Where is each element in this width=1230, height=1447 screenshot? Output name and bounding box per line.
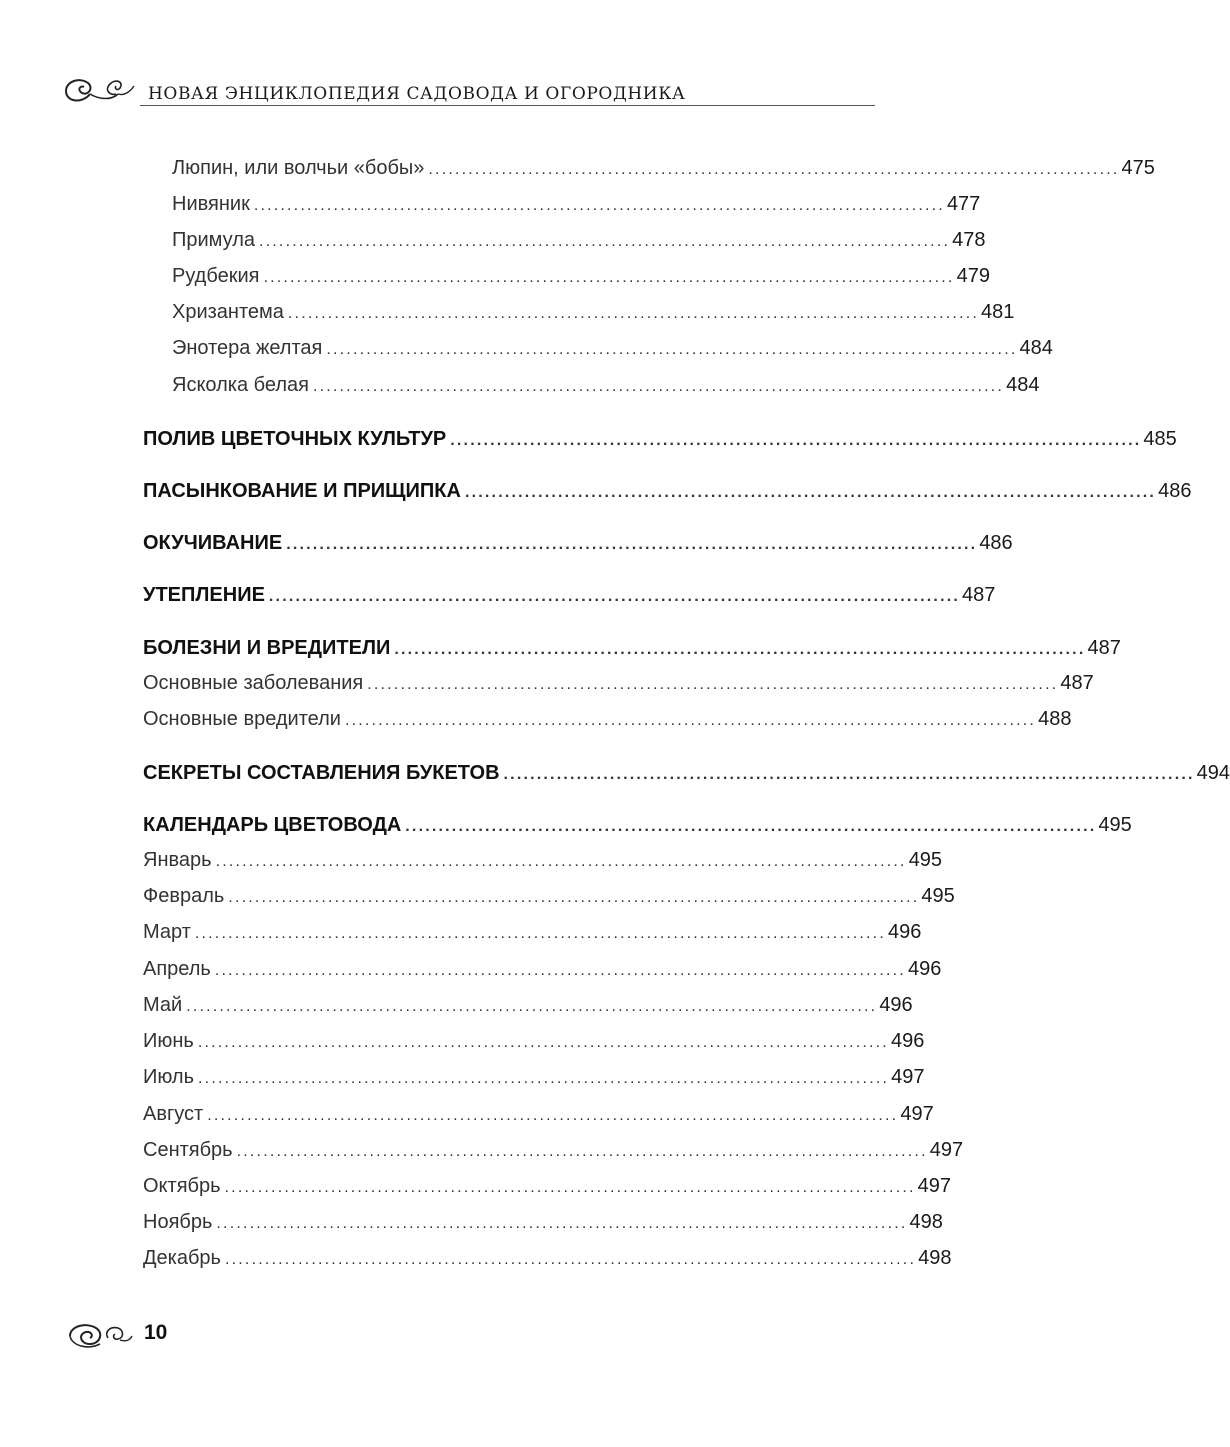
toc-entry-page: 488 <box>1038 708 1072 730</box>
toc-leader-dots: ........................................................................................................ <box>224 1251 917 1268</box>
toc-entry[interactable] <box>143 1175 952 1198</box>
toc-leader-dots: ........................................................................................................ <box>286 536 978 553</box>
toc-entry[interactable] <box>172 265 990 288</box>
toc-entry-page: 496 <box>890 1030 925 1052</box>
toc-section-page: 487 <box>962 584 996 606</box>
toc-entry[interactable] <box>143 1030 925 1053</box>
toc-entry[interactable] <box>143 994 913 1017</box>
toc-section[interactable] <box>143 762 1230 785</box>
toc-entry-label: Август <box>143 1103 204 1125</box>
toc-section-page: 486 <box>979 532 1013 554</box>
toc-entry-page: 484 <box>1019 337 1053 359</box>
toc-entry-page: 479 <box>956 265 990 287</box>
toc-leader-dots: ........................................................................................................ <box>194 925 886 942</box>
toc-section-page: 494 <box>1196 762 1230 784</box>
toc-entry-page: 497 <box>917 1175 952 1197</box>
toc-entry-label: Январь <box>143 849 212 871</box>
toc-entry-label: Энотера желтая <box>172 337 323 359</box>
toc-section-page: 487 <box>1087 637 1121 659</box>
toc-leader-dots: ........................................................................................................ <box>312 378 1005 395</box>
toc-leader-dots: ........................................................................................................ <box>367 676 1059 693</box>
toc-leader-dots: ........................................................................................................ <box>216 1215 908 1232</box>
toc-entry-label: Июль <box>143 1066 195 1088</box>
swirl-ornament-icon <box>64 1320 136 1350</box>
toc-entry-page: 477 <box>946 193 981 215</box>
toc-leader-dots: ........................................................................................................ <box>464 484 1157 501</box>
toc-entry-label: Ясколка белая <box>172 374 309 396</box>
toc-entry[interactable] <box>143 1247 952 1270</box>
toc-entry[interactable] <box>143 1211 943 1234</box>
header-title: НОВАЯ ЭНЦИКЛОПЕДИЯ САДОВОДА И ОГОРОДНИКА <box>148 84 686 104</box>
toc-section[interactable] <box>143 584 996 607</box>
toc-entry[interactable] <box>143 885 955 908</box>
toc-entry[interactable] <box>172 157 1155 180</box>
toc-entry[interactable] <box>172 337 1053 360</box>
toc-entry-label: Примула <box>172 229 255 251</box>
toc-entry-label: Основные вредители <box>143 708 341 730</box>
toc-section-label: ПОЛИВ ЦВЕТОЧНЫХ КУЛЬТУР <box>143 428 447 450</box>
toc-leader-dots: ........................................................................................................ <box>503 766 1195 783</box>
toc-leader-dots: ........................................................................................................ <box>450 432 1142 449</box>
toc-leader-dots: ........................................................................................................ <box>197 1034 889 1051</box>
toc-entry-page: 498 <box>909 1211 943 1233</box>
toc-entry[interactable] <box>143 958 942 981</box>
toc-entry-page: 497 <box>929 1139 964 1161</box>
toc-section[interactable] <box>143 532 1013 555</box>
toc-entry-page: 487 <box>1060 672 1094 694</box>
toc-section[interactable] <box>143 814 1132 837</box>
toc-entry-page: 495 <box>921 885 955 907</box>
toc-leader-dots: ........................................................................................................ <box>228 889 920 906</box>
toc-section-label: БОЛЕЗНИ И ВРЕДИТЕЛИ <box>143 637 391 659</box>
toc-entry[interactable] <box>172 229 986 252</box>
toc-entry-label: Основные заболевания <box>143 672 364 694</box>
page-footer <box>60 1314 260 1354</box>
toc-section-label: СЕКРЕТЫ СОСТАВЛЕНИЯ БУКЕТОВ <box>143 762 500 784</box>
toc-section-page: 485 <box>1143 428 1177 450</box>
toc-entry-page: 481 <box>981 301 1015 323</box>
toc-entry-page: 475 <box>1121 157 1155 179</box>
toc-entry-page: 496 <box>887 921 922 943</box>
toc-section-label: ПАСЫНКОВАНИЕ И ПРИЩИПКА <box>143 480 461 502</box>
toc-leader-dots: ........................................................................................................ <box>214 962 906 979</box>
toc-leader-dots: ........................................................................................................ <box>394 641 1086 658</box>
toc-leader-dots: ........................................................................................................ <box>236 1143 928 1160</box>
toc-leader-dots: ........................................................................................................ <box>259 233 951 250</box>
toc-section-label: КАЛЕНДАРЬ ЦВЕТОВОДА <box>143 814 402 836</box>
toc-entry-label: Октябрь <box>143 1175 221 1197</box>
toc-entry[interactable] <box>143 921 922 944</box>
toc-entry-page: 478 <box>952 229 986 251</box>
toc-entry[interactable] <box>143 1139 964 1162</box>
toc-entry[interactable] <box>143 849 943 872</box>
toc-entry-label: Рудбекия <box>172 265 260 287</box>
toc-entry[interactable] <box>172 193 981 216</box>
toc-entry[interactable] <box>172 374 1040 397</box>
toc-section[interactable] <box>143 428 1177 451</box>
toc-section-label: УТЕПЛЕНИЕ <box>143 584 265 606</box>
toc-entry[interactable] <box>143 1066 925 1089</box>
toc-entry-page: 497 <box>891 1066 925 1088</box>
toc-entry[interactable] <box>172 301 1015 324</box>
toc-leader-dots: ........................................................................................................ <box>405 818 1097 835</box>
toc-entry-page: 497 <box>900 1103 934 1125</box>
toc-entry-label: Февраль <box>143 885 225 907</box>
toc-entry-label: Декабрь <box>143 1247 221 1269</box>
toc-leader-dots: ........................................................................................................ <box>224 1179 916 1196</box>
toc-leader-dots: ........................................................................................................ <box>198 1070 890 1087</box>
toc-entry-label: Хризантема <box>172 301 284 323</box>
toc-entry[interactable] <box>143 708 1072 731</box>
toc-entry-label: Май <box>143 994 183 1016</box>
toc-entry-label: Июнь <box>143 1030 194 1052</box>
toc-section-label: ОКУЧИВАНИЕ <box>143 532 283 554</box>
toc-entry-label: Нивяник <box>172 193 250 215</box>
toc-entry-label: Апрель <box>143 958 211 980</box>
toc-entry-label: Люпин, или волчьи «бобы» <box>172 157 425 179</box>
toc-leader-dots: ........................................................................................................ <box>215 853 907 870</box>
toc-entry-label: Сентябрь <box>143 1139 233 1161</box>
toc-leader-dots: ........................................................................................................ <box>326 341 1018 358</box>
toc-section-page: 486 <box>1158 480 1192 502</box>
toc-entry-page: 495 <box>908 849 943 871</box>
toc-leader-dots: ........................................................................................................ <box>287 305 980 322</box>
toc-leader-dots: ........................................................................................................ <box>263 269 955 286</box>
toc-leader-dots: ........................................................................................................ <box>253 197 945 214</box>
toc-entry[interactable] <box>143 672 1094 695</box>
toc-entry-label: Март <box>143 921 191 943</box>
toc-entry-label: Ноябрь <box>143 1211 213 1233</box>
toc-leader-dots: ........................................................................................................ <box>268 588 961 605</box>
toc-leader-dots: ........................................................................................................ <box>428 161 1120 178</box>
toc-entry-page: 484 <box>1006 374 1040 396</box>
toc-leader-dots: ........................................................................................................ <box>186 998 878 1015</box>
toc-leader-dots: ........................................................................................................ <box>344 712 1037 729</box>
page-number: 10 <box>144 1321 168 1344</box>
toc-entry-page: 496 <box>907 958 942 980</box>
toc-section[interactable] <box>143 480 1192 503</box>
toc-entry-page: 498 <box>918 1247 952 1269</box>
toc-entry-page: 496 <box>879 994 913 1016</box>
toc-entry[interactable] <box>143 1103 934 1126</box>
toc-section[interactable] <box>143 637 1121 660</box>
toc-leader-dots: ........................................................................................................ <box>207 1107 899 1124</box>
toc-section-page: 495 <box>1098 814 1132 836</box>
